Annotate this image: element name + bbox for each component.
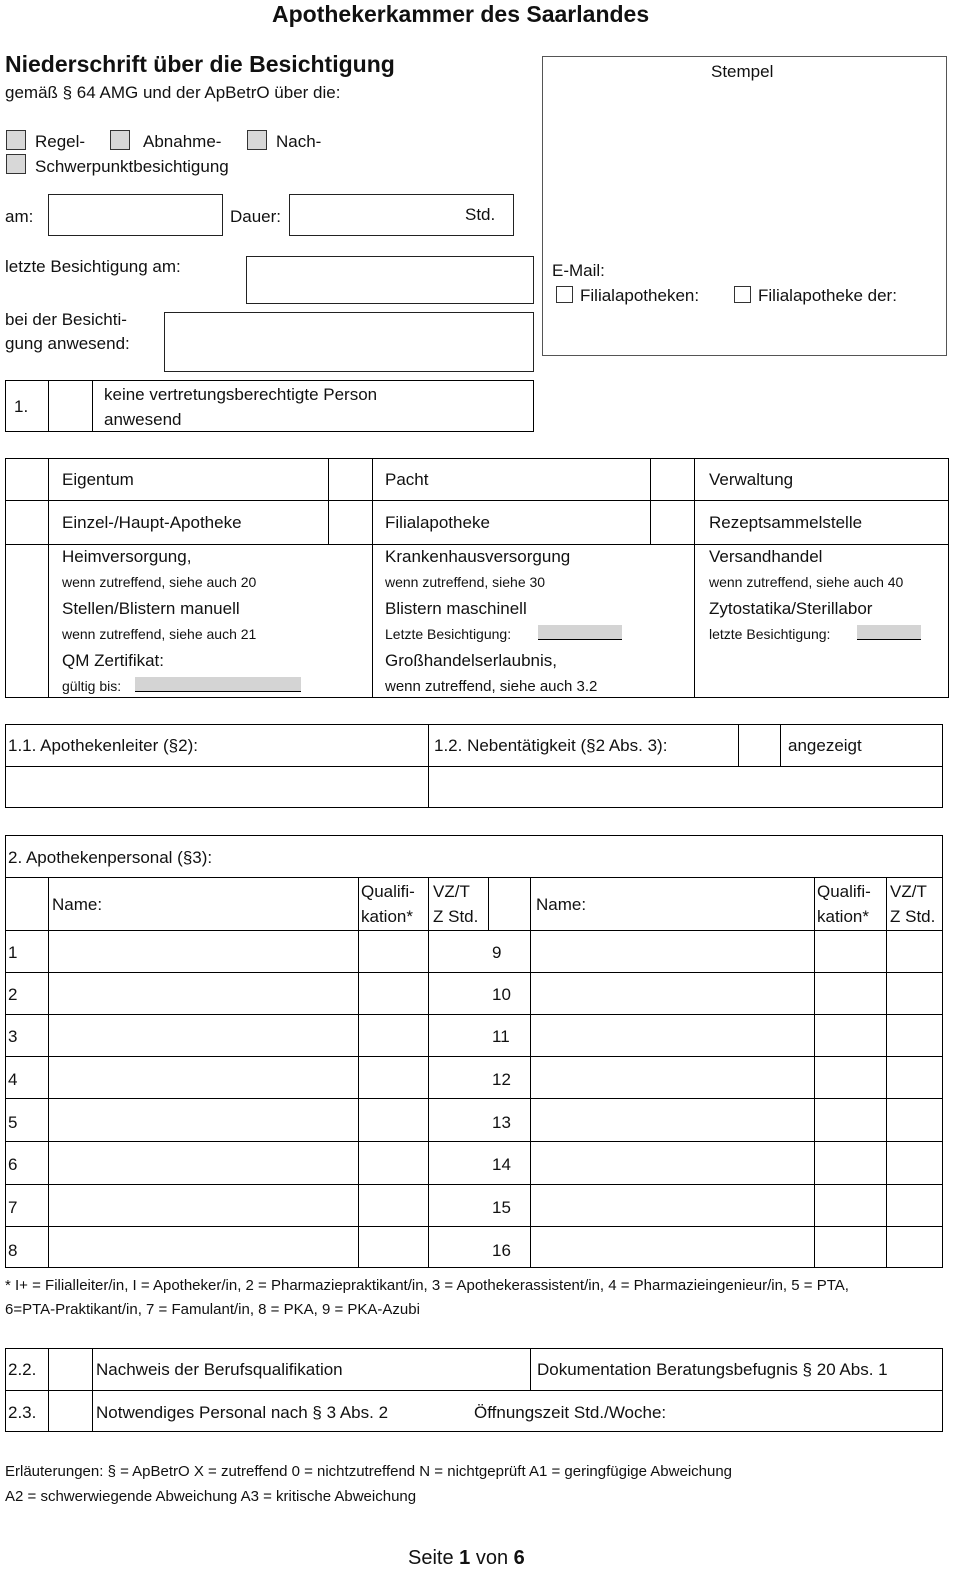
heim-note: wenn zutreffend, siehe auch 20 bbox=[62, 574, 257, 590]
row-number: 6 bbox=[8, 1155, 18, 1174]
qm-note: gültig bis: bbox=[62, 678, 122, 694]
vz-header-left-2: Z Std. bbox=[433, 907, 479, 926]
zyto-note: letzte Besichtigung: bbox=[709, 626, 831, 642]
letzte-besichtigung-label: letzte Besichtigung am: bbox=[5, 257, 181, 276]
row-number: 4 bbox=[8, 1070, 18, 1089]
eigentum-label: Eigentum bbox=[62, 470, 134, 489]
am-field[interactable] bbox=[48, 194, 223, 236]
gross-label: Großhandelserlaubnis, bbox=[385, 651, 557, 670]
regel-label: Regel- bbox=[35, 132, 86, 151]
row-number: 3 bbox=[8, 1027, 18, 1046]
stellen-note: wenn zutreffend, siehe auch 21 bbox=[62, 626, 257, 642]
pacht-label: Pacht bbox=[385, 470, 429, 489]
nebentaetigkeit-label: 1.2. Nebentätigkeit (§2 Abs. 3): bbox=[434, 736, 668, 755]
row-number: 14 bbox=[492, 1155, 511, 1174]
qualification-footnote-1: * I+ = Filialleiter/in, I = Apotheker/in, 2 = Pharmaziepraktikant/in, 3 = Apothekerassistent/in, 4 = Pharmazieingenieur/in, 5 = PTA, bbox=[5, 1277, 849, 1294]
std-label: Std. bbox=[465, 205, 496, 224]
page-number bbox=[408, 1548, 525, 1568]
anwesend-label-2: gung anwesend: bbox=[5, 334, 130, 353]
row-number: 7 bbox=[8, 1198, 18, 1217]
blistern-date-field[interactable] bbox=[538, 625, 622, 640]
kranken-note: wenn zutreffend, siehe 30 bbox=[385, 574, 546, 590]
qualification-footnote-2: 6=PTA-Praktikant/in, 7 = Famulant/in, 8 = PKA, 9 = PKA-Azubi bbox=[5, 1301, 420, 1318]
personnel-title: 2. Apothekenpersonal (§3): bbox=[8, 848, 213, 867]
current-page: 1 bbox=[459, 1547, 471, 1569]
row-number: 12 bbox=[492, 1070, 511, 1089]
gross-note: wenn zutreffend, siehe auch 3.2 bbox=[385, 678, 598, 695]
filialapotheken-label: Filialapotheken: bbox=[580, 286, 700, 305]
total-pages: 6 bbox=[513, 1547, 525, 1569]
letzte-besichtigung-field[interactable] bbox=[246, 256, 534, 304]
personnel-table bbox=[5, 835, 943, 1268]
heim-label: Heimversorgung, bbox=[62, 547, 192, 566]
row-number: 1 bbox=[8, 943, 18, 962]
schwerpunkt-checkbox[interactable] bbox=[6, 154, 26, 174]
blistern-label: Blistern maschinell bbox=[385, 599, 527, 618]
abnahme-checkbox[interactable] bbox=[110, 130, 130, 150]
page-seite-label: Seite bbox=[408, 1547, 454, 1569]
document-subtitle: gemäß § 64 AMG und der ApBetrO über die: bbox=[5, 83, 341, 102]
qual-header-right-1: Qualifi- bbox=[817, 882, 871, 901]
qm-date-field[interactable] bbox=[135, 677, 301, 692]
stellen-label: Stellen/Blistern manuell bbox=[62, 599, 240, 618]
blistern-note: Letzte Besichtigung: bbox=[385, 626, 512, 642]
filialapotheken-checkbox[interactable] bbox=[556, 286, 573, 303]
nach-label: Nach- bbox=[276, 132, 322, 151]
name-header-right: Name: bbox=[536, 895, 587, 914]
kranken-label: Krankenhausversorgung bbox=[385, 547, 571, 566]
zyto-label: Zytostatika/Sterillabor bbox=[709, 599, 873, 618]
section-1-text-2: anwesend bbox=[104, 410, 182, 429]
versand-note: wenn zutreffend, siehe auch 40 bbox=[709, 574, 904, 590]
dauer-label: Dauer: bbox=[230, 207, 282, 226]
berufsqualifikation-label: Nachweis der Berufsqualifikation bbox=[96, 1360, 343, 1379]
row-number: 5 bbox=[8, 1113, 18, 1132]
zyto-date-field[interactable] bbox=[857, 625, 921, 640]
qual-header-right-2: kation* bbox=[817, 907, 869, 926]
organization-title: Apothekerkammer des Saarlandes bbox=[272, 1, 650, 27]
legend-line-2: A2 = schwerwiegende Abweichung A3 = kritische Abweichung bbox=[5, 1488, 417, 1505]
row-number: 13 bbox=[492, 1113, 511, 1132]
rezept-label: Rezeptsammelstelle bbox=[709, 513, 863, 532]
notwendiges-personal-label: Notwendiges Personal nach § 3 Abs. 2 bbox=[96, 1403, 389, 1422]
oeffnungszeit-label: Öffnungszeit Std./Woche: bbox=[474, 1403, 667, 1422]
anwesend-label-1: bei der Besichti- bbox=[5, 310, 127, 329]
stamp-label: Stempel bbox=[711, 62, 774, 81]
abnahme-label: Abnahme- bbox=[143, 132, 222, 151]
row-number: 9 bbox=[492, 943, 502, 962]
vz-header-right-1: VZ/T bbox=[890, 882, 927, 901]
regel-checkbox[interactable] bbox=[6, 130, 26, 150]
filialapotheke-der-label: Filialapotheke der: bbox=[758, 286, 897, 305]
versand-label: Versandhandel bbox=[709, 547, 823, 566]
email-label: E-Mail: bbox=[552, 261, 605, 280]
anwesend-field[interactable] bbox=[164, 312, 534, 372]
filialapotheke-der-checkbox[interactable] bbox=[734, 286, 751, 303]
schwerpunkt-label: Schwerpunktbesichtigung bbox=[35, 157, 229, 176]
vz-header-right-2: Z Std. bbox=[890, 907, 936, 926]
am-label: am: bbox=[5, 207, 34, 226]
angezeigt-label: angezeigt bbox=[788, 736, 862, 755]
qual-header-left-1: Qualifi- bbox=[361, 882, 415, 901]
einzel-label: Einzel-/Haupt-Apotheke bbox=[62, 513, 242, 532]
qual-header-left-2: kation* bbox=[361, 907, 413, 926]
vz-header-left-1: VZ/T bbox=[433, 882, 470, 901]
section-2-3-number: 2.3. bbox=[8, 1403, 37, 1422]
row-number: 8 bbox=[8, 1241, 18, 1260]
name-header-left: Name: bbox=[52, 895, 103, 914]
document-title: Niederschrift über die Besichtigung bbox=[5, 51, 395, 77]
page-von-label: von bbox=[475, 1547, 509, 1569]
section-1-number: 1. bbox=[14, 397, 29, 416]
row-number: 16 bbox=[492, 1241, 511, 1260]
verwaltung-label: Verwaltung bbox=[709, 470, 794, 489]
stamp-box bbox=[542, 56, 947, 356]
beratungsbefugnis-label: Dokumentation Beratungsbefugnis § 20 Abs. 1 bbox=[537, 1360, 888, 1379]
row-number: 15 bbox=[492, 1198, 511, 1217]
nach-checkbox[interactable] bbox=[247, 130, 267, 150]
row-number: 2 bbox=[8, 985, 18, 1004]
row-number: 10 bbox=[492, 985, 511, 1004]
legend-line-1: Erläuterungen: § = ApBetrO X = zutreffend 0 = nichtzutreffend N = nichtgeprüft A1 = geringfügige Abweichung bbox=[5, 1463, 733, 1480]
row-number: 11 bbox=[492, 1027, 510, 1046]
qm-label: QM Zertifikat: bbox=[62, 651, 165, 670]
filial-label: Filialapotheke bbox=[385, 513, 490, 532]
section-1-text-1: keine vertretungsberechtigte Person bbox=[104, 385, 378, 404]
apothekenleiter-label: 1.1. Apothekenleiter (§2): bbox=[8, 736, 198, 755]
section-2-2-number: 2.2. bbox=[8, 1360, 37, 1379]
